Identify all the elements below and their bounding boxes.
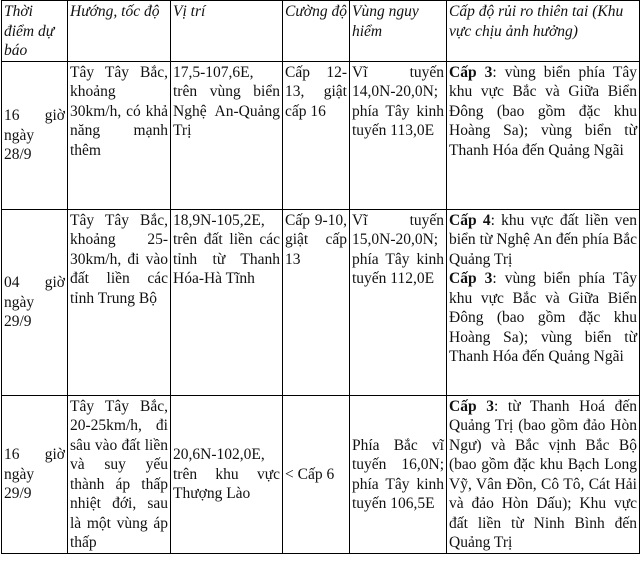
header-risk-level: Cấp độ rủi ro thiên tai (Khu vực chịu ảnh hưởng): [447, 1, 640, 62]
cell-risk-level: [447, 209, 640, 395]
cell-position: 18,9N-105,2E, trên đất liền các tỉnh từ Thanh Hóa-Hà Tĩnh: [171, 209, 283, 395]
table-row: [2, 209, 640, 395]
risk-area-text: : vùng biển phía Tây khu vực Bắc và Giữa Biển Đông (bao gồm đặc khu Hoàng Sa); vùng biển từ Thanh Hóa đến Quảng Ngãi: [449, 63, 637, 159]
risk-area-text: : vùng biển phía Tây khu vực Bắc và Giữa Biển Đông (bao gồm đặc khu Hoàng Sa); vùng biển từ Thanh Hóa đến Quảng Ngãi: [449, 270, 637, 365]
cell-risk-level: [447, 395, 640, 553]
header-row: [2, 1, 640, 62]
header-danger-zone: Vùng nguy hiểm: [350, 1, 447, 62]
cell-position: 20,6N-102,0E, trên khu vực Thượng Lào: [171, 395, 283, 553]
risk-area-text: : khu vực đất liền ven biển từ Nghệ An đến phía Bắc Quảng Trị: [449, 211, 637, 268]
forecast-table: [1, 0, 640, 554]
cell-time: 16 giờ ngày 28/9: [2, 61, 68, 209]
risk-entry: [449, 211, 637, 270]
table-row: [2, 61, 640, 209]
header-direction: Hướng, tốc độ: [68, 1, 171, 62]
risk-area-text: : từ Thanh Hoá đến Quảng Trị (bao gồm đảo Hòn Ngư) và Bắc vịnh Bắc Bộ (bao gồm đặc khu Bạch Long Vỹ, Vân Đồn, Cô Tô, Cát Hải và đảo Hòn Dấu); Khu vực đất liền từ Ninh Bình đến Quảng Trị: [449, 397, 637, 551]
cell-intensity: Cấp 12-13, giật cấp 16: [283, 61, 350, 209]
cell-time: 04 giờ ngày 29/9: [2, 209, 68, 395]
risk-level-label: Cấp 4: [449, 211, 491, 229]
header-position: Vị trí: [171, 1, 283, 62]
risk-entry: [449, 397, 637, 553]
risk-entry: [449, 63, 637, 161]
cell-intensity: Cấp 9-10, giật cấp 13: [283, 209, 350, 395]
risk-level-label: Cấp 3: [449, 63, 493, 81]
cell-danger-zone: Vĩ tuyến 14,0N-20,0N; phía Tây kinh tuyến 113,0E: [350, 61, 447, 209]
header-intensity: Cường độ: [283, 1, 350, 62]
cell-danger-zone: Vĩ tuyến 15,0N-20,0N; phía Tây kinh tuyến 112,0E: [350, 209, 447, 395]
cell-direction: Tây Tây Bắc, khoảng 30km/h, có khả năng mạnh thêm: [68, 61, 171, 209]
cell-direction: Tây Tây Bắc, khoảng 25-30km/h, đi vào đất liền các tỉnh Trung Bộ: [68, 209, 171, 395]
risk-entry: [449, 269, 637, 367]
table-row: [2, 395, 640, 553]
cell-direction: Tây Tây Bắc, 20-25km/h, đi sâu vào đất liền và suy yếu thành áp thấp nhiệt đới, sau là một vùng áp thấp: [68, 395, 171, 553]
cell-risk-level: [447, 61, 640, 209]
cell-danger-zone: Phía Bắc vĩ tuyến 16,0N; phía Tây kinh tuyến 106,5E: [350, 395, 447, 553]
header-time: Thời điểm dự báo: [2, 1, 68, 62]
cell-position: 17,5-107,6E, trên vùng biển Nghệ An-Quảng Trị: [171, 61, 283, 209]
risk-level-label: Cấp 3: [449, 270, 493, 287]
risk-level-label: Cấp 3: [449, 397, 494, 415]
cell-time: 16 giờ ngày 29/9: [2, 395, 68, 553]
cell-intensity: < Cấp 6: [283, 395, 350, 553]
